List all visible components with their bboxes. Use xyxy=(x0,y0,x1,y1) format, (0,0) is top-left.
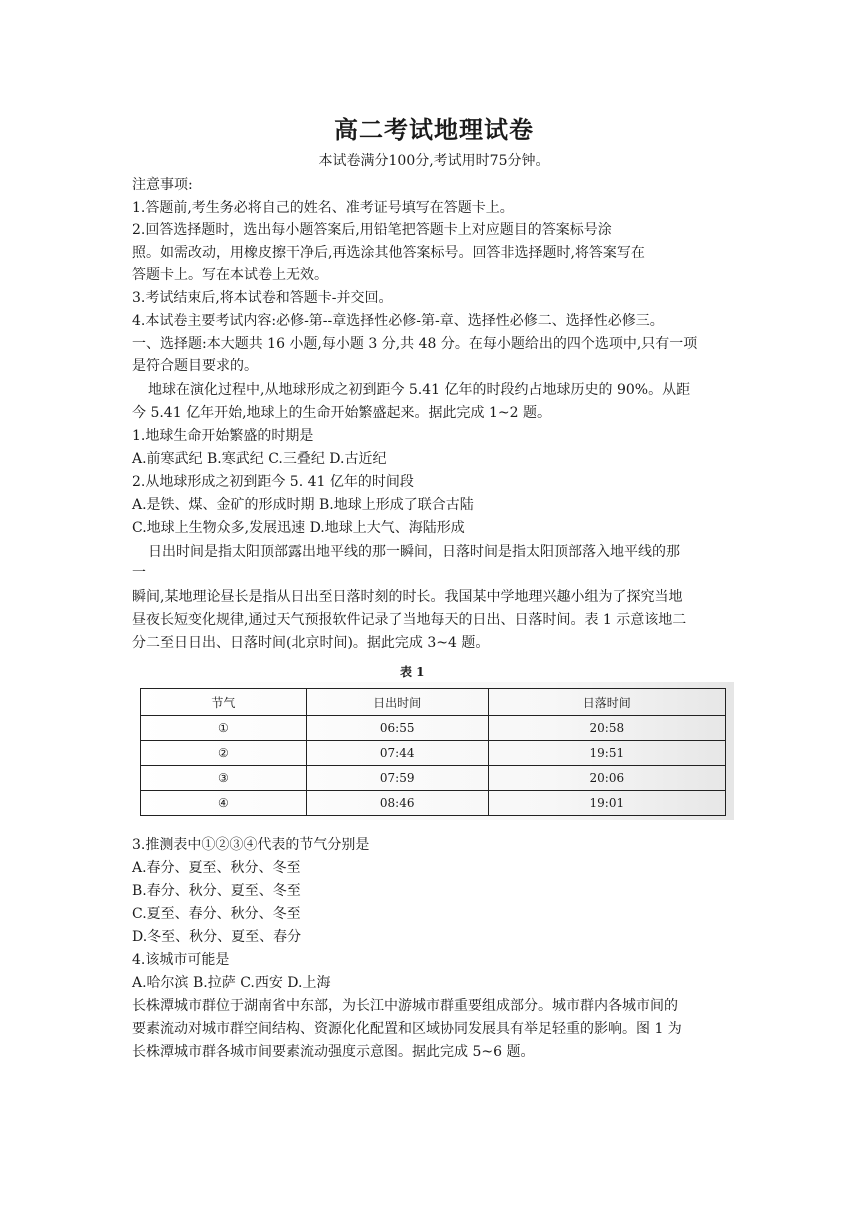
question-3-option: D.冬至、秋分、夏至、春分 xyxy=(132,929,302,945)
notice-line: 照。如需改动，用橡皮擦干净后,再选涂其他答案标号。回答非选择题时,将答案写在 xyxy=(132,245,645,261)
question-4-options: A.哈尔滨 B.拉萨 C.西安 D.上海 xyxy=(132,975,331,991)
question-2: 2.从地球形成之初到距今 5. 41 亿年的时间段 xyxy=(132,474,414,490)
table-caption: 表 1 xyxy=(400,665,425,679)
question-3: 3.推测表中①②③④代表的节气分别是 xyxy=(132,837,370,853)
table-cell: 07:44 xyxy=(306,741,488,766)
table-row xyxy=(141,741,726,766)
question-2-options: A.是铁、煤、金矿的形成时期 B.地球上形成了联合古陆 xyxy=(132,497,474,513)
table-cell: 19:51 xyxy=(488,741,725,766)
page-title: 高二考试地理试卷 xyxy=(334,115,534,144)
passage-2: 分二至日日出、日落时间(北京时间)。据此完成 3~4 题。 xyxy=(132,635,490,651)
table-row xyxy=(141,716,726,741)
section-intro: 是符合题目要求的。 xyxy=(132,358,258,374)
table-cell: 06:55 xyxy=(306,716,488,741)
table-row xyxy=(141,766,726,791)
table-cell: 20:58 xyxy=(488,716,725,741)
notice-line: 3.考试结束后,将本试卷和答题卡-并交回。 xyxy=(132,290,393,306)
passage-2: 瞬间,某地理论昼长是指从日出至日落时刻的时长。我国某中学地理兴趣小组为了探究当地 xyxy=(132,589,683,605)
question-1: 1.地球生命开始繁盛的时期是 xyxy=(132,428,314,444)
question-1-options: A.前寒武纪 B.寒武纪 C.三叠纪 D.古近纪 xyxy=(132,451,387,467)
table-cell: 20:06 xyxy=(488,766,725,791)
notice-line: 2.回答选择题时，选出每小题答案后,用铅笔把答题卡上对应题目的答案标号涂 xyxy=(132,222,612,238)
table-cell: ② xyxy=(141,741,307,766)
passage-3: 长株潭城市群各城市间要素流动强度示意图。据此完成 5~6 题。 xyxy=(132,1044,535,1060)
table-cell: ① xyxy=(141,716,307,741)
section-intro: 一、选择题:本大题共 16 小题,每小题 3 分,共 48 分。在每小题给出的四个选项中,只有一项 xyxy=(132,336,698,352)
question-2-options: C.地球上生物众多,发展迅速 D.地球上大气、海陆形成 xyxy=(132,520,465,536)
page-subtitle: 本试卷满分100分,考试用时75分钟。 xyxy=(318,153,550,169)
question-3-option: A.春分、夏至、秋分、冬至 xyxy=(132,860,301,876)
passage-1: 今 5.41 亿年开始,地球上的生命开始繁盛起来。据此完成 1~2 题。 xyxy=(132,405,551,421)
table-cell: 19:01 xyxy=(488,791,725,816)
table-cell: 08:46 xyxy=(306,791,488,816)
table-cell: ③ xyxy=(141,766,307,791)
notice-heading: 注意事项: xyxy=(132,177,193,193)
table-header: 日落时间 xyxy=(488,689,725,716)
passage-2: 昼夜长短变化规律,通过天气预报软件记录了当地每天的日出、日落时间。表 1 示意该地二 xyxy=(132,612,687,628)
question-3-option: C.夏至、春分、秋分、冬至 xyxy=(132,906,301,922)
notice-line: 答题卡上。写在本试卷上无效。 xyxy=(132,267,328,283)
passage-3: 长株潭城市群位于湖南省中东部，为长江中游城市群重要组成部分。城市群内各城市间的 xyxy=(132,998,678,1014)
table-header-row xyxy=(141,689,726,716)
table-header: 日出时间 xyxy=(306,689,488,716)
table-cell: ④ xyxy=(141,791,307,816)
table-header: 节气 xyxy=(141,689,307,716)
passage-3: 要素流动对城市群空间结构、资源化化配置和区域协同发展具有举足轻重的影响。图 1 为 xyxy=(132,1021,682,1037)
table-row xyxy=(141,791,726,816)
notice-line: 4.本试卷主要考试内容:必修-第--章选择性必修-第-章、选择性必修二、选择性必修三。 xyxy=(132,313,664,329)
passage-2: 一 xyxy=(132,565,146,581)
question-4: 4.该城市可能是 xyxy=(132,952,230,968)
question-3-option: B.春分、秋分、夏至、冬至 xyxy=(132,883,301,899)
passage-1: 地球在演化过程中,从地球形成之初到距今 5.41 亿年的时段约占地球历史的 90%。从距 xyxy=(148,382,691,398)
sunrise-sunset-table xyxy=(140,688,726,816)
notice-line: 1.答题前,考生务必将自己的姓名、准考证号填写在答题卡上。 xyxy=(132,200,514,216)
passage-2: 日出时间是指太阳顶部露出地平线的那一瞬间，日落时间是指太阳顶部落入地平线的那 xyxy=(148,544,680,560)
table-cell: 07:59 xyxy=(306,766,488,791)
table-scan xyxy=(132,682,734,820)
